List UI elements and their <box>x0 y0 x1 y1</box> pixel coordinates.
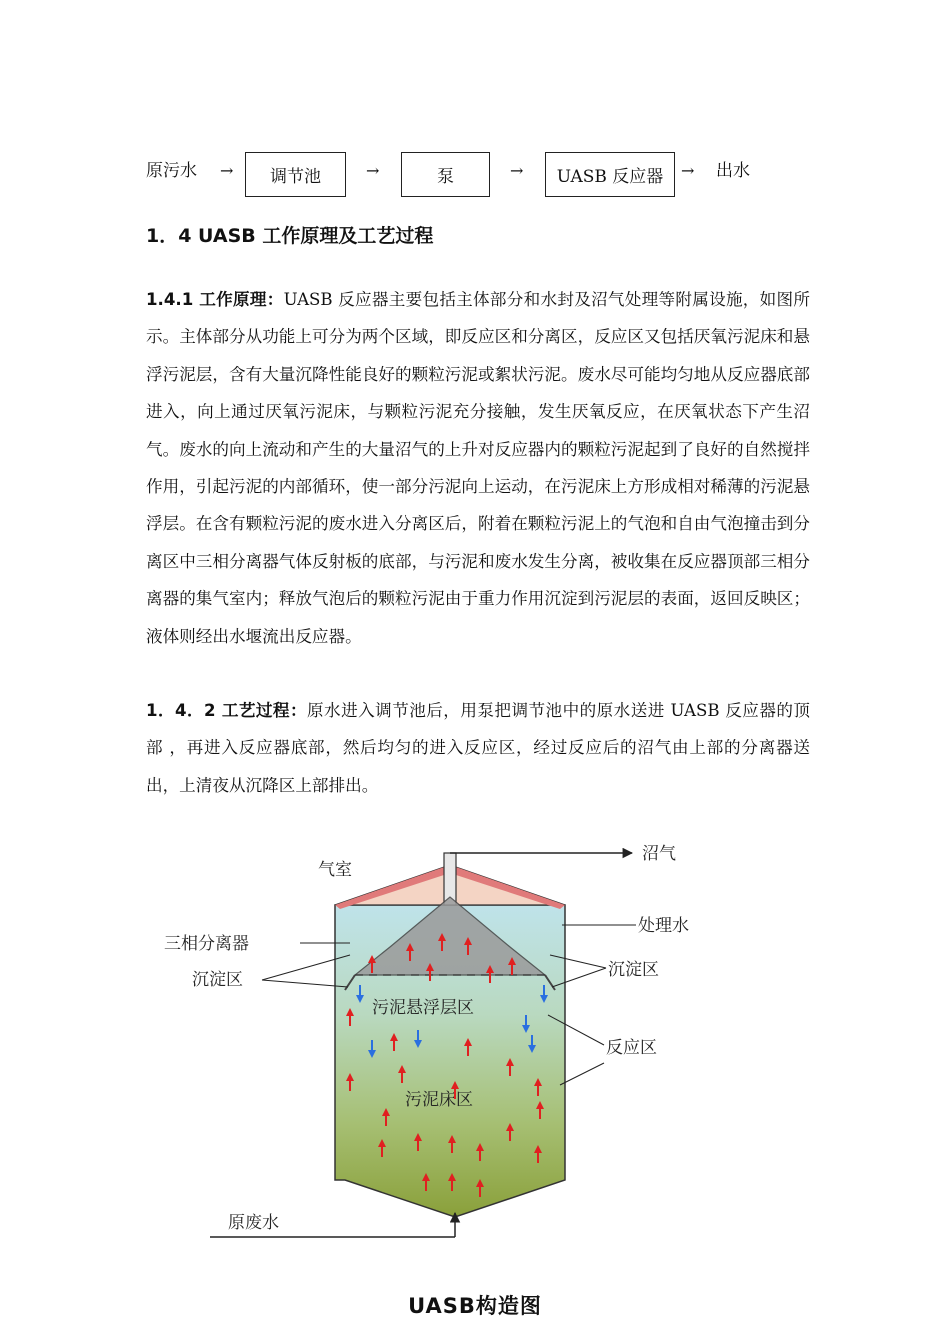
principle-text: UASB 反应器主要包括主体部分和水封及沼气处理等附属设施，如图所示。主体部分从功能上可分为两个区域，即反应区和分离区，反应区又包括厌氧污泥床和悬浮污泥层，含有大量沉降性能良好的颗粒污泥或絮状污泥。废水尽可能均匀地从反应器底部进入，向上通过厌氧污泥床，与颗粒污泥充分接触，发生厌氧反应，在厌氧状态下产生沼气。废水的向上流动和产生的大量沼气的上升对反应器内的颗粒污泥起到了良好的自然搅拌作用，引起污泥的内部循环，使一部分污泥向上运动，在污泥床上方形成相对稀薄的污泥悬浮层。在含有颗粒污泥的废水进入分离区后，附着在颗粒污泥上的气泡和自由气泡撞击到分离区中三相分离器气体反射板的底部，与污泥和废水发生分离，被收集在反应器顶部三相分离器的集气室内；释放气泡后的颗粒污泥由于重力作用沉淀到污泥层的表面，返回反映区；液体则经出水堰流出反应器。 <box>146 290 810 646</box>
flow-raw-water: 原污水 <box>146 161 197 181</box>
flow-pump-label: 泵 <box>437 167 454 187</box>
flow-box-tank <box>245 152 346 197</box>
flow-arrow-icon: → <box>220 161 234 180</box>
flow-arrow-icon: → <box>681 161 695 180</box>
principle-heading: 1.4.1 工作原理： <box>146 290 284 309</box>
flow-box-pump <box>401 152 490 197</box>
flow-arrow-icon: → <box>510 161 524 180</box>
section-title: 1．4 UASB 工作原理及工艺过程 <box>146 225 434 247</box>
figure-caption: UASB构造图 <box>408 1294 542 1318</box>
label-reaction-zone: 反应区 <box>606 1038 657 1058</box>
flow-outlet: 出水 <box>716 161 750 181</box>
flow-arrow-icon: → <box>366 161 380 180</box>
label-settling-right: 沉淀区 <box>608 960 659 980</box>
label-gas-chamber: 气室 <box>318 860 352 880</box>
process-paragraph <box>146 692 810 804</box>
label-separator: 三相分离器 <box>164 934 249 954</box>
uasb-diagram <box>150 835 750 1255</box>
label-sludge-bed: 污泥床区 <box>405 1090 473 1110</box>
principle-paragraph <box>146 281 810 655</box>
label-treated-water: 处理水 <box>638 916 689 936</box>
label-raw-wastewater: 原废水 <box>228 1213 279 1233</box>
process-text: 原水进入调节池后，用泵把调节池中的原水送进 UASB 反应器的顶部 ，再进入反应器底部，然后均匀的进入反应区，经过反应后的沼气由上部的分离器送出，上清夜从沉降区上部排出。 <box>146 701 810 795</box>
label-suspended-layer: 污泥悬浮层区 <box>372 998 474 1018</box>
flow-reactor-label: UASB 反应器 <box>556 167 664 187</box>
process-flow <box>0 0 950 210</box>
label-biogas: 沼气 <box>642 844 676 864</box>
label-settling-left: 沉淀区 <box>192 970 243 990</box>
flow-tank-label: 调节池 <box>270 167 321 187</box>
process-heading: 1．4．2 工艺过程： <box>146 701 308 720</box>
flow-box-reactor <box>545 152 675 197</box>
